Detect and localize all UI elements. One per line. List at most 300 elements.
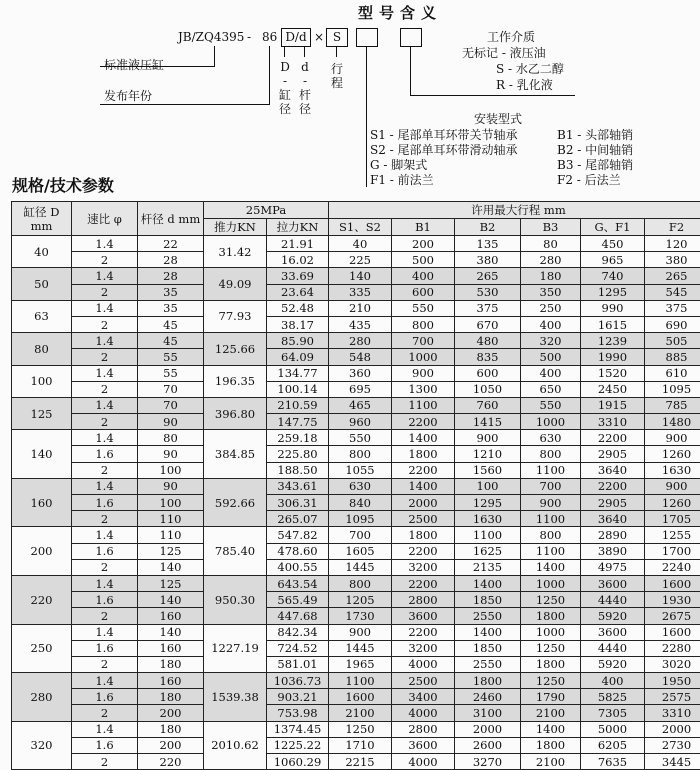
stroke-cell: 1000 xyxy=(392,349,455,365)
bore-cell: 160 xyxy=(12,478,72,527)
pull-cell: 724.52 xyxy=(267,640,329,656)
medium-item-2: R - 乳化液 xyxy=(496,76,553,93)
stroke-cell: 900 xyxy=(645,478,700,494)
stroke-cell: 3640 xyxy=(581,462,645,478)
table-row xyxy=(12,430,700,446)
stroke-cell: 1100 xyxy=(392,397,455,413)
stroke-cell: 1100 xyxy=(455,527,521,543)
stroke-cell: 4440 xyxy=(581,640,645,656)
stroke-cell: 4000 xyxy=(392,754,455,770)
stroke-box: S xyxy=(326,28,348,47)
rod-cell: 90 xyxy=(138,446,204,462)
stroke-cell: 2200 xyxy=(392,462,455,478)
bore-cell: 50 xyxy=(12,268,72,300)
ratio-cell: 1.6 xyxy=(72,592,138,608)
stroke-cell: 2200 xyxy=(392,575,455,591)
header-stroke-col: F2 xyxy=(645,219,700,236)
stroke-cell: 2800 xyxy=(392,721,455,737)
bore-cell: 250 xyxy=(12,624,72,673)
pull-cell: 64.09 xyxy=(267,349,329,365)
pull-cell: 1060.29 xyxy=(267,754,329,770)
header-stroke-col: B1 xyxy=(392,219,455,236)
stroke-cell: 1100 xyxy=(521,511,581,527)
rod-cell: 45 xyxy=(138,333,204,349)
stroke-cell: 965 xyxy=(581,252,645,268)
stroke-cell: 1095 xyxy=(645,381,700,397)
table-row xyxy=(12,754,700,770)
pull-cell: 33.69 xyxy=(267,268,329,284)
stroke-cell: 900 xyxy=(392,365,455,381)
stroke-cell: 7635 xyxy=(581,754,645,770)
stroke-cell: 2280 xyxy=(645,640,700,656)
rod-cell: 200 xyxy=(138,737,204,753)
stroke-cell: 960 xyxy=(329,414,392,430)
leader-mounting-v xyxy=(366,47,367,187)
pull-cell: 259.18 xyxy=(267,430,329,446)
table-row xyxy=(12,316,700,332)
section-title: 规格/技术参数 xyxy=(12,173,114,196)
stroke-cell: 548 xyxy=(329,349,392,365)
stroke-cell: 500 xyxy=(521,349,581,365)
stroke-cell: 1800 xyxy=(392,527,455,543)
rod-cell: 45 xyxy=(138,316,204,332)
table-row xyxy=(12,624,700,640)
header-bore: 缸径 D mm xyxy=(12,202,72,236)
push-cell: 1227.19 xyxy=(204,624,267,673)
header-stroke-col: S1、S2 xyxy=(329,219,392,236)
stroke-cell: 3270 xyxy=(455,754,521,770)
rod-cell: 90 xyxy=(138,478,204,494)
stroke-cell: 695 xyxy=(329,381,392,397)
stroke-cell: 1800 xyxy=(392,446,455,462)
ratio-cell: 1.4 xyxy=(72,478,138,494)
rod-cell: 125 xyxy=(138,543,204,559)
stroke-cell: 2200 xyxy=(392,414,455,430)
stroke-cell: 200 xyxy=(392,236,455,252)
stroke-cell: 900 xyxy=(645,430,700,446)
stroke-cell: 670 xyxy=(455,316,521,332)
stroke-cell: 1400 xyxy=(455,575,521,591)
stroke-cell: 350 xyxy=(521,284,581,300)
spec-table xyxy=(11,201,700,770)
bore-cell: 220 xyxy=(12,575,72,624)
rod-cell: 90 xyxy=(138,414,204,430)
rod-cell: 180 xyxy=(138,689,204,705)
header-stroke-col: G、F1 xyxy=(581,219,645,236)
stroke-cell: 550 xyxy=(521,397,581,413)
bore-cell: 40 xyxy=(12,236,72,268)
table-row xyxy=(12,527,700,543)
table-row xyxy=(12,592,700,608)
table-row xyxy=(12,673,700,689)
stroke-cell: 1605 xyxy=(329,543,392,559)
stroke-cell: 3200 xyxy=(392,559,455,575)
stroke-cell: 280 xyxy=(329,333,392,349)
mounting-right-2: B3 - 尾部轴销 xyxy=(557,156,633,173)
pull-cell: 21.91 xyxy=(267,236,329,252)
rod-cell: 200 xyxy=(138,705,204,721)
stroke-cell: 1239 xyxy=(581,333,645,349)
pull-cell: 478.60 xyxy=(267,543,329,559)
pull-cell: 643.54 xyxy=(267,575,329,591)
stroke-cell: 835 xyxy=(455,349,521,365)
stroke-cell: 335 xyxy=(329,284,392,300)
stroke-cell: 1445 xyxy=(329,559,392,575)
stroke-cell: 1930 xyxy=(645,592,700,608)
stroke-cell: 1615 xyxy=(581,316,645,332)
stroke-cell: 1255 xyxy=(645,527,700,543)
stroke-cell: 1415 xyxy=(455,414,521,430)
stroke-cell: 1625 xyxy=(455,543,521,559)
push-cell: 785.40 xyxy=(204,527,267,576)
table-row xyxy=(12,640,700,656)
stroke-cell: 545 xyxy=(645,284,700,300)
mounting-left-1: S2 - 尾部单耳环带滑动轴承 xyxy=(370,141,518,158)
header-stroke-col: B2 xyxy=(455,219,521,236)
stroke-cell: 650 xyxy=(521,381,581,397)
table-row xyxy=(12,333,700,349)
model-year-code: 86 xyxy=(262,30,277,44)
ratio-cell: 2 xyxy=(72,462,138,478)
rod-cell: 28 xyxy=(138,252,204,268)
rod-cell: 55 xyxy=(138,349,204,365)
stroke-cell: 800 xyxy=(521,446,581,462)
ratio-cell: 1.6 xyxy=(72,689,138,705)
push-cell: 592.66 xyxy=(204,478,267,527)
stroke-cell: 1300 xyxy=(392,381,455,397)
label-stroke: 行程 xyxy=(330,62,344,90)
pull-cell: 16.02 xyxy=(267,252,329,268)
stroke-cell: 280 xyxy=(521,252,581,268)
label-year: 发布年份 xyxy=(104,87,152,104)
ratio-cell: 1.4 xyxy=(72,365,138,381)
stroke-cell: 760 xyxy=(455,397,521,413)
ratio-cell: 2 xyxy=(72,252,138,268)
stroke-cell: 4000 xyxy=(392,705,455,721)
push-cell: 396.80 xyxy=(204,397,267,429)
stroke-cell: 1250 xyxy=(521,640,581,656)
stroke-cell: 380 xyxy=(645,252,700,268)
table-row xyxy=(12,495,700,511)
mounting-title: 安装型式 xyxy=(474,110,522,127)
stroke-cell: 5825 xyxy=(581,689,645,705)
stroke-cell: 320 xyxy=(521,333,581,349)
table-row xyxy=(12,511,700,527)
stroke-cell: 435 xyxy=(329,316,392,332)
stroke-cell: 2600 xyxy=(455,737,521,753)
stroke-cell: 5920 xyxy=(581,608,645,624)
table-row xyxy=(12,381,700,397)
push-cell: 125.66 xyxy=(204,333,267,365)
leader-stroke xyxy=(336,47,337,57)
ratio-cell: 2 xyxy=(72,284,138,300)
ratio-cell: 2 xyxy=(72,316,138,332)
stroke-cell: 7305 xyxy=(581,705,645,721)
stroke-cell: 1800 xyxy=(521,656,581,672)
stroke-cell: 500 xyxy=(392,252,455,268)
stroke-cell: 550 xyxy=(392,300,455,316)
rod-cell: 180 xyxy=(138,656,204,672)
stroke-cell: 400 xyxy=(521,365,581,381)
pull-cell: 147.75 xyxy=(267,414,329,430)
mounting-right-3: F2 - 后法兰 xyxy=(557,171,621,188)
push-cell: 384.85 xyxy=(204,430,267,479)
stroke-cell: 1915 xyxy=(581,397,645,413)
spec-table-body xyxy=(12,236,700,770)
stroke-cell: 2135 xyxy=(455,559,521,575)
stroke-cell: 3640 xyxy=(581,511,645,527)
stroke-cell: 3310 xyxy=(581,414,645,430)
rod-cell: 110 xyxy=(138,511,204,527)
table-row xyxy=(12,559,700,575)
pull-cell: 565.49 xyxy=(267,592,329,608)
ratio-cell: 1.4 xyxy=(72,333,138,349)
rod-cell: 160 xyxy=(138,608,204,624)
stroke-cell: 2550 xyxy=(455,656,521,672)
ratio-cell: 2 xyxy=(72,511,138,527)
stroke-cell: 2000 xyxy=(392,495,455,511)
table-row xyxy=(12,737,700,753)
stroke-cell: 1710 xyxy=(329,737,392,753)
ratio-cell: 2 xyxy=(72,608,138,624)
stroke-cell: 4440 xyxy=(581,592,645,608)
stroke-cell: 1400 xyxy=(392,430,455,446)
label-bore: D - 缸径 xyxy=(278,60,292,116)
rod-cell: 28 xyxy=(138,268,204,284)
stroke-cell: 885 xyxy=(645,349,700,365)
ratio-cell: 1.4 xyxy=(72,300,138,316)
table-row xyxy=(12,397,700,413)
leader-d-small xyxy=(304,47,305,57)
stroke-cell: 2200 xyxy=(581,478,645,494)
stroke-cell: 100 xyxy=(455,478,521,494)
stroke-cell: 4975 xyxy=(581,559,645,575)
stroke-cell: 800 xyxy=(392,316,455,332)
stroke-cell: 465 xyxy=(329,397,392,413)
ratio-cell: 2 xyxy=(72,349,138,365)
stroke-cell: 785 xyxy=(645,397,700,413)
table-row xyxy=(12,284,700,300)
stroke-cell: 2730 xyxy=(645,737,700,753)
ratio-cell: 1.6 xyxy=(72,640,138,656)
stroke-cell: 400 xyxy=(392,268,455,284)
leader-year-h xyxy=(100,104,270,105)
pull-cell: 52.48 xyxy=(267,300,329,316)
header-rod: 杆径 d mm xyxy=(138,202,204,236)
rod-cell: 55 xyxy=(138,365,204,381)
table-row xyxy=(12,478,700,494)
stroke-cell: 1800 xyxy=(455,673,521,689)
stroke-cell: 5000 xyxy=(581,721,645,737)
pull-cell: 85.90 xyxy=(267,333,329,349)
stroke-cell: 1560 xyxy=(455,462,521,478)
stroke-cell: 690 xyxy=(645,316,700,332)
stroke-cell: 700 xyxy=(329,527,392,543)
rod-cell: 35 xyxy=(138,284,204,300)
stroke-cell: 1965 xyxy=(329,656,392,672)
stroke-cell: 2200 xyxy=(392,543,455,559)
stroke-cell: 2100 xyxy=(521,705,581,721)
stroke-cell: 800 xyxy=(329,575,392,591)
stroke-cell: 1400 xyxy=(521,559,581,575)
stroke-cell: 2450 xyxy=(581,381,645,397)
stroke-cell: 265 xyxy=(645,268,700,284)
stroke-cell: 180 xyxy=(521,268,581,284)
bore-cell: 80 xyxy=(12,333,72,365)
table-row xyxy=(12,462,700,478)
stroke-cell: 2800 xyxy=(392,592,455,608)
stroke-cell: 2200 xyxy=(581,430,645,446)
stroke-cell: 1400 xyxy=(521,721,581,737)
stroke-cell: 990 xyxy=(581,300,645,316)
bore-rod-box: D/d xyxy=(281,28,311,47)
stroke-cell: 1260 xyxy=(645,495,700,511)
stroke-cell: 2240 xyxy=(645,559,700,575)
stroke-cell: 120 xyxy=(645,236,700,252)
pull-cell: 1225.22 xyxy=(267,737,329,753)
stroke-cell: 40 xyxy=(329,236,392,252)
stroke-cell: 3310 xyxy=(645,705,700,721)
table-row xyxy=(12,705,700,721)
push-cell: 49.09 xyxy=(204,268,267,300)
table-row xyxy=(12,300,700,316)
stroke-cell: 3445 xyxy=(645,754,700,770)
table-row xyxy=(12,252,700,268)
table-row xyxy=(12,656,700,672)
stroke-cell: 1000 xyxy=(521,414,581,430)
stroke-cell: 3020 xyxy=(645,656,700,672)
leader-d-big xyxy=(284,47,285,57)
stroke-cell: 225 xyxy=(329,252,392,268)
stroke-cell: 1600 xyxy=(329,689,392,705)
table-row xyxy=(12,236,700,252)
stroke-cell: 1700 xyxy=(645,543,700,559)
pull-cell: 1036.73 xyxy=(267,673,329,689)
stroke-cell: 1520 xyxy=(581,365,645,381)
diagram-title: 型号含义 xyxy=(358,2,442,23)
stroke-cell: 600 xyxy=(455,365,521,381)
push-cell: 2010.62 xyxy=(204,721,267,770)
stroke-cell: 700 xyxy=(392,333,455,349)
pull-cell: 343.61 xyxy=(267,478,329,494)
stroke-cell: 800 xyxy=(521,527,581,543)
pull-cell: 753.98 xyxy=(267,705,329,721)
ratio-cell: 2 xyxy=(72,414,138,430)
stroke-cell: 1800 xyxy=(521,737,581,753)
stroke-cell: 3200 xyxy=(392,640,455,656)
rod-cell: 140 xyxy=(138,624,204,640)
ratio-cell: 1.6 xyxy=(72,737,138,753)
rod-cell: 100 xyxy=(138,462,204,478)
stroke-cell: 210 xyxy=(329,300,392,316)
stroke-cell: 740 xyxy=(581,268,645,284)
stroke-cell: 630 xyxy=(521,430,581,446)
pull-cell: 38.17 xyxy=(267,316,329,332)
mounting-left-3: F1 - 前法兰 xyxy=(370,171,434,188)
stroke-cell: 1055 xyxy=(329,462,392,478)
pull-cell: 23.64 xyxy=(267,284,329,300)
header-pull: 拉力KN xyxy=(267,219,329,236)
stroke-cell: 2100 xyxy=(329,705,392,721)
ratio-cell: 1.4 xyxy=(72,527,138,543)
stroke-cell: 2215 xyxy=(329,754,392,770)
stroke-cell: 1100 xyxy=(521,462,581,478)
push-cell: 196.35 xyxy=(204,365,267,397)
ratio-cell: 2 xyxy=(72,656,138,672)
stroke-cell: 135 xyxy=(455,236,521,252)
push-cell: 1539.38 xyxy=(204,673,267,722)
mounting-right-0: B1 - 头部轴销 xyxy=(557,126,633,143)
table-row xyxy=(12,365,700,381)
label-standard: 标准液压缸 xyxy=(104,56,164,73)
pull-cell: 903.21 xyxy=(267,689,329,705)
ratio-cell: 1.4 xyxy=(72,624,138,640)
header-push: 推力KN xyxy=(204,219,267,236)
mounting-left-2: G - 脚架式 xyxy=(370,156,427,173)
stroke-cell: 1730 xyxy=(329,608,392,624)
stroke-cell: 1095 xyxy=(329,511,392,527)
stroke-cell: 900 xyxy=(455,430,521,446)
stroke-cell: 3600 xyxy=(581,624,645,640)
stroke-cell: 630 xyxy=(329,478,392,494)
ratio-cell: 1.6 xyxy=(72,543,138,559)
stroke-cell: 2550 xyxy=(455,608,521,624)
stroke-cell: 400 xyxy=(581,673,645,689)
stroke-cell: 1210 xyxy=(455,446,521,462)
bore-cell: 200 xyxy=(12,527,72,576)
medium-item-0: 无标记 - 液压油 xyxy=(462,44,546,61)
ratio-cell: 2 xyxy=(72,754,138,770)
stroke-cell: 3100 xyxy=(455,705,521,721)
stroke-cell: 700 xyxy=(521,478,581,494)
stroke-cell: 1000 xyxy=(521,624,581,640)
stroke-cell: 1100 xyxy=(521,543,581,559)
leader-medium-v xyxy=(410,47,411,95)
stroke-cell: 2500 xyxy=(392,673,455,689)
stroke-cell: 450 xyxy=(581,236,645,252)
stroke-cell: 2905 xyxy=(581,495,645,511)
table-row xyxy=(12,575,700,591)
stroke-cell: 480 xyxy=(455,333,521,349)
stroke-cell: 80 xyxy=(521,236,581,252)
pull-cell: 100.14 xyxy=(267,381,329,397)
medium-item-1: S - 水乙二醇 xyxy=(496,60,564,77)
stroke-cell: 2905 xyxy=(581,446,645,462)
ratio-cell: 2 xyxy=(72,559,138,575)
stroke-cell: 1850 xyxy=(455,640,521,656)
pull-cell: 134.77 xyxy=(267,365,329,381)
header-pressure: 25MPa xyxy=(204,202,329,219)
stroke-cell: 1600 xyxy=(645,624,700,640)
stroke-cell: 2100 xyxy=(521,754,581,770)
pull-cell: 1374.45 xyxy=(267,721,329,737)
stroke-cell: 1250 xyxy=(329,721,392,737)
stroke-cell: 2200 xyxy=(392,624,455,640)
ratio-cell: 1.6 xyxy=(72,495,138,511)
times-sign: × xyxy=(314,30,324,44)
rod-cell: 140 xyxy=(138,592,204,608)
pull-cell: 225.80 xyxy=(267,446,329,462)
stroke-cell: 550 xyxy=(329,430,392,446)
bore-cell: 140 xyxy=(12,430,72,479)
stroke-cell: 2000 xyxy=(455,721,521,737)
ratio-cell: 1.4 xyxy=(72,673,138,689)
stroke-cell: 3890 xyxy=(581,543,645,559)
leader-medium-h xyxy=(410,95,575,96)
stroke-cell: 375 xyxy=(455,300,521,316)
pull-cell: 210.59 xyxy=(267,397,329,413)
stroke-cell: 6205 xyxy=(581,737,645,753)
